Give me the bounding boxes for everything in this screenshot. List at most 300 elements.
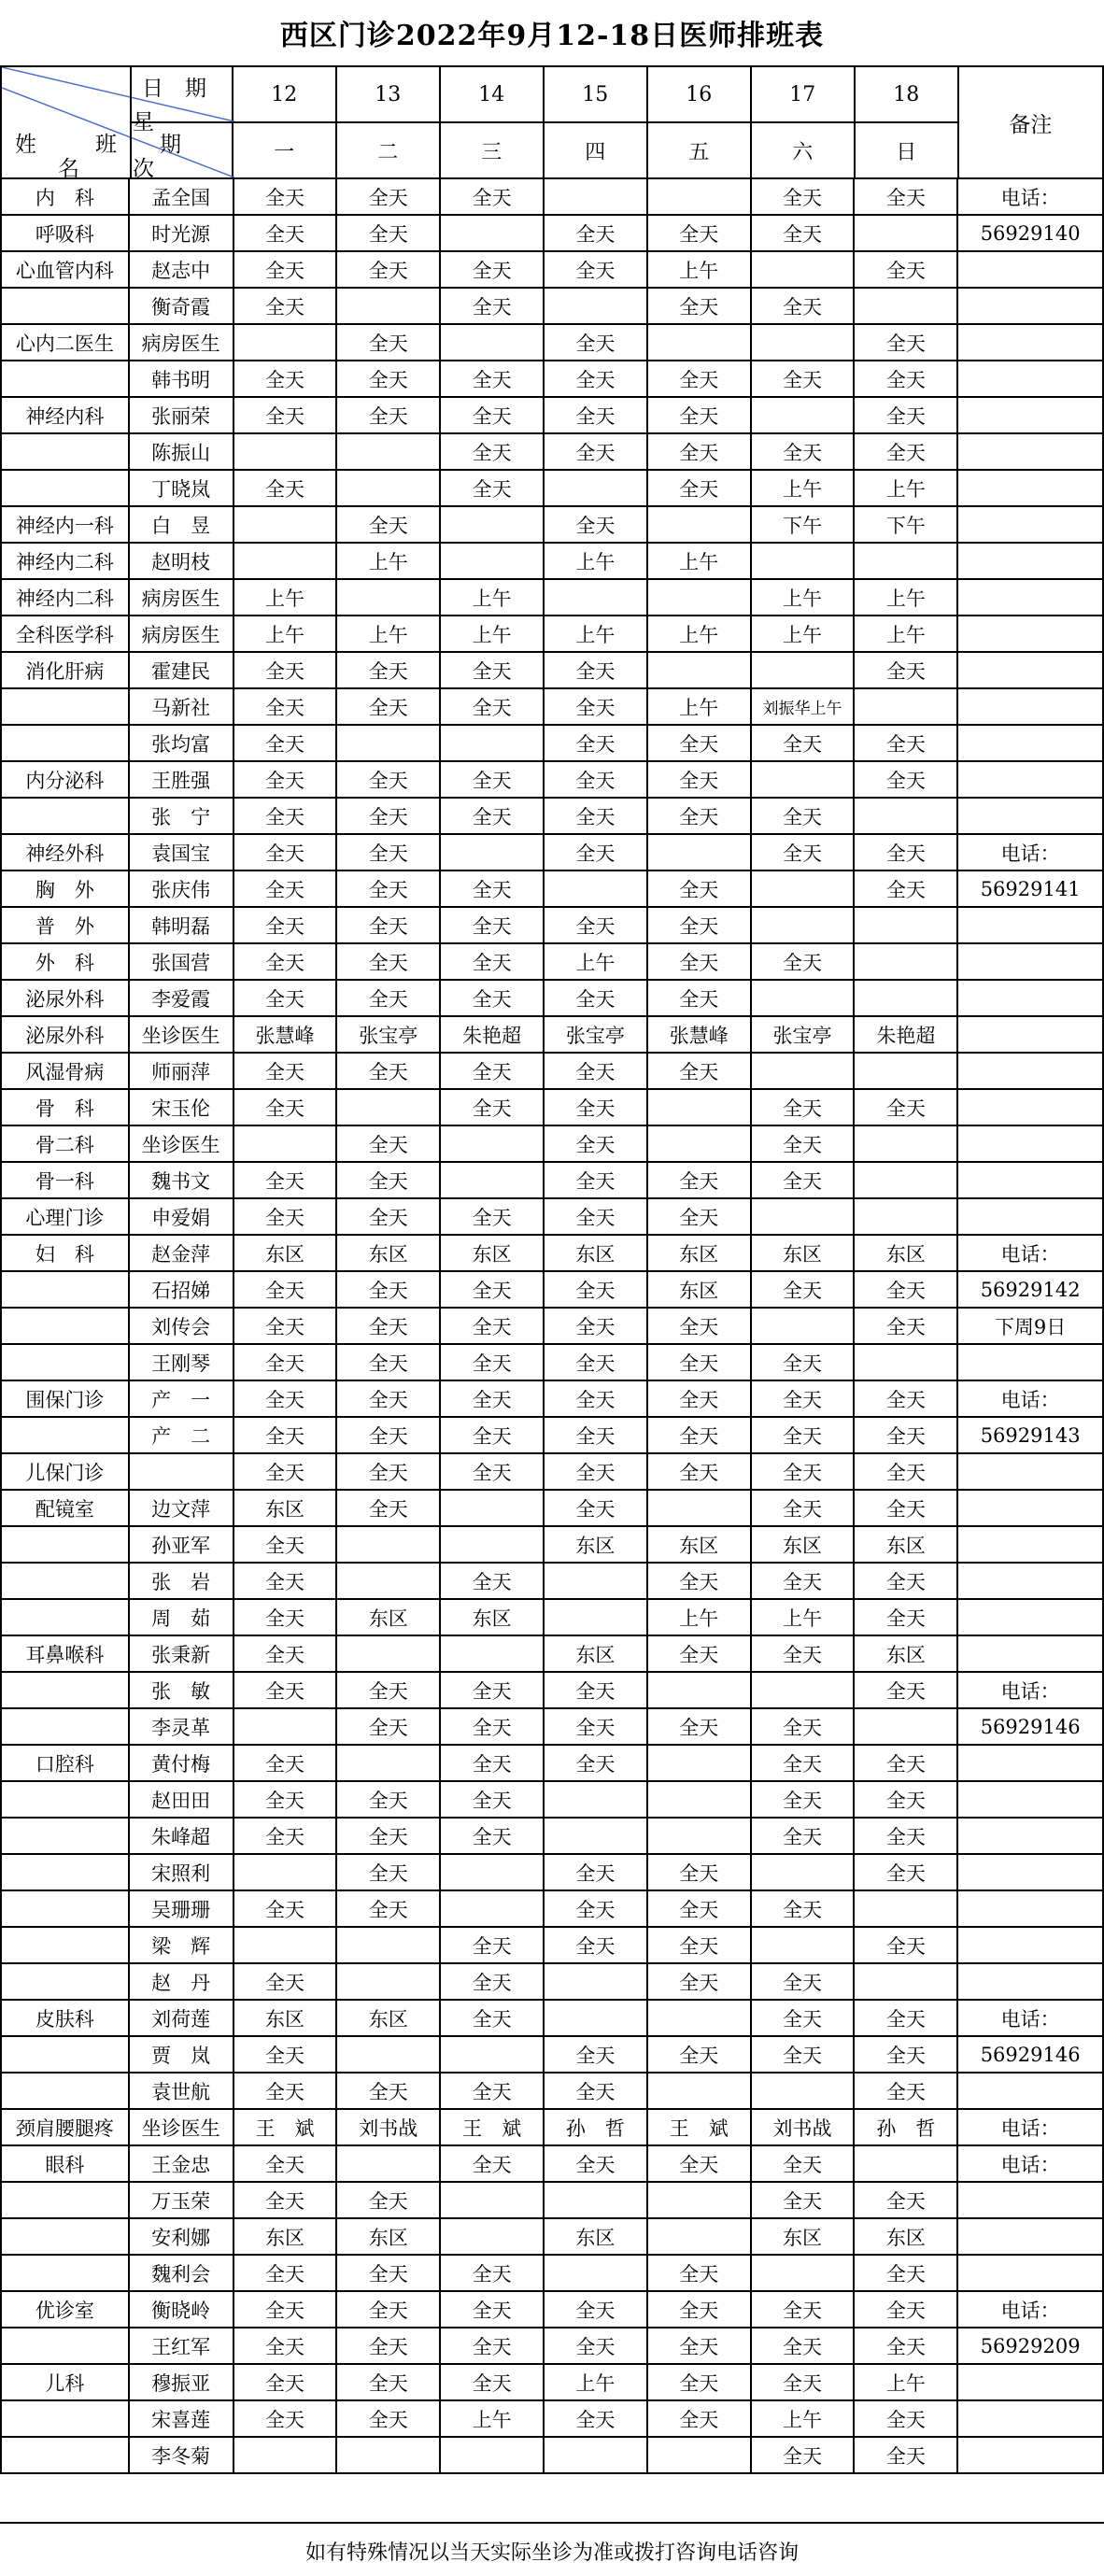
dept-cell: 心内二医生: [2, 325, 130, 361]
shift-cell: 全天: [234, 1746, 338, 1782]
shift-cell: 全天: [545, 216, 648, 252]
shift-cell: 全天: [234, 908, 338, 944]
shift-cell: 全天: [337, 944, 441, 981]
doctor-name-cell: 赵志中: [130, 252, 234, 289]
shift-cell: 上午: [648, 252, 752, 289]
shift-cell: [545, 2183, 648, 2219]
doctor-name-cell: 赵田田: [130, 1782, 234, 1819]
table-row: [2, 2219, 1104, 2256]
shift-cell: 全天: [441, 1054, 545, 1090]
remark-cell: 电话：: [958, 2110, 1104, 2146]
remark-cell: [958, 1491, 1104, 1527]
doctor-name-cell: 坐诊医生: [130, 2110, 234, 2146]
shift-cell: 上午: [648, 544, 752, 580]
weekday-cell: 一: [234, 123, 337, 179]
shift-cell: [648, 2183, 752, 2219]
shift-cell: [545, 871, 648, 908]
dept-cell: [2, 1782, 130, 1819]
shift-cell: 全天: [545, 799, 648, 835]
shift-cell: [545, 1819, 648, 1855]
dept-cell: [2, 434, 130, 471]
shift-cell: 全天: [545, 2401, 648, 2438]
shift-cell: [234, 507, 338, 544]
table-row: [2, 580, 1104, 616]
doctor-name-cell: 李灵革: [130, 1709, 234, 1746]
date-column-16: [648, 67, 752, 179]
shift-cell: [234, 325, 338, 361]
shift-cell: [752, 2256, 856, 2292]
doctor-name-cell: 石招娣: [130, 1272, 234, 1309]
shift-cell: 上午: [545, 944, 648, 981]
shift-cell: 全天: [855, 179, 958, 216]
doctor-name-cell: 衡奇霞: [130, 289, 234, 325]
shift-cell: 全天: [855, 1090, 958, 1126]
shift-cell: 全天: [337, 361, 441, 398]
shift-cell: 全天: [648, 2365, 752, 2401]
shift-cell: 全天: [545, 398, 648, 434]
dept-cell: [2, 1928, 130, 1964]
shift-cell: 全天: [441, 1272, 545, 1309]
shift-cell: 东区: [545, 2219, 648, 2256]
remark-cell: 下周9日: [958, 1309, 1104, 1345]
dept-cell: [2, 289, 130, 325]
shift-cell: 全天: [441, 2328, 545, 2365]
shift-cell: 全天: [441, 434, 545, 471]
date-label: 日 期: [142, 77, 206, 101]
shift-cell: [855, 1199, 958, 1236]
dept-cell: 儿保门诊: [2, 1454, 130, 1491]
shift-cell: [441, 1491, 545, 1527]
remark-cell: [958, 1600, 1104, 1636]
remark-cell: 电话：: [958, 835, 1104, 871]
remark-cell: [958, 616, 1104, 653]
shift-cell: 全天: [752, 799, 856, 835]
doctor-name-cell: 张 敏: [130, 1673, 234, 1709]
shift-cell: 张宝亭: [337, 1017, 441, 1054]
weekday-cell: 三: [441, 123, 545, 179]
shift-cell: 全天: [234, 1090, 338, 1126]
shift-cell: 全天: [855, 1855, 958, 1891]
shift-cell: 全天: [441, 1782, 545, 1819]
shift-cell: 全天: [752, 2037, 856, 2074]
shift-cell: 全天: [441, 1673, 545, 1709]
shift-cell: 全天: [441, 1309, 545, 1345]
shift-cell: [752, 1309, 856, 1345]
shift-cell: [545, 1600, 648, 1636]
shift-cell: 全天: [855, 1564, 958, 1600]
shift-cell: [337, 1564, 441, 1600]
shift-cell: 全天: [441, 1819, 545, 1855]
remark-cell: 电话：: [958, 2001, 1104, 2037]
remark-cell: 电话：: [958, 1381, 1104, 1418]
shift-cell: [337, 580, 441, 616]
table-row: [2, 1746, 1104, 1782]
shift-cell: 上午: [545, 2365, 648, 2401]
shift-cell: 全天: [234, 1054, 338, 1090]
remark-cell: [958, 2438, 1104, 2474]
name-label-2: 名: [58, 157, 79, 181]
shift-cell: 东区: [545, 1527, 648, 1564]
shift-cell: 全天: [648, 1709, 752, 1746]
shift-cell: 上午: [545, 544, 648, 580]
footer-divider: [0, 2522, 1104, 2524]
shift-cell: 全天: [441, 1381, 545, 1418]
shift-cell: [752, 1054, 856, 1090]
table-row: [2, 1855, 1104, 1891]
remark-cell: 电话：: [958, 1236, 1104, 1272]
remark-cell: [958, 689, 1104, 726]
table-row: [2, 2110, 1104, 2146]
shift-cell: 全天: [337, 1163, 441, 1199]
doctor-name-cell: 时光源: [130, 216, 234, 252]
shift-cell: 全天: [855, 2037, 958, 2074]
dept-cell: [2, 2401, 130, 2438]
shift-cell: 全天: [441, 689, 545, 726]
table-row: [2, 799, 1104, 835]
remark-cell: [958, 2183, 1104, 2219]
week-label: 星: [133, 110, 154, 134]
shift-cell: 全天: [234, 1381, 338, 1418]
remark-cell: [958, 325, 1104, 361]
weekday-cell: 四: [545, 123, 648, 179]
shift-cell: [337, 1090, 441, 1126]
doctor-name-cell: 申爱娟: [130, 1199, 234, 1236]
shift-cell: [234, 434, 338, 471]
shift-cell: [337, 1746, 441, 1782]
table-row: [2, 325, 1104, 361]
shift-cell: [545, 2256, 648, 2292]
shift-cell: 全天: [855, 2292, 958, 2328]
shift-cell: 全天: [545, 361, 648, 398]
shift-cell: 全天: [234, 689, 338, 726]
dept-cell: 儿科: [2, 2365, 130, 2401]
shift-cell: [648, 1491, 752, 1527]
shift-cell: 全天: [855, 726, 958, 762]
shift-cell: 王 斌: [234, 2110, 338, 2146]
shift-cell: 全天: [855, 361, 958, 398]
shift-cell: [234, 544, 338, 580]
shift-cell: 全天: [855, 1819, 958, 1855]
shift-cell: 全天: [234, 871, 338, 908]
shift-cell: [337, 2146, 441, 2183]
remark-cell: 56929209: [958, 2328, 1104, 2365]
doctor-name-cell: [130, 1454, 234, 1491]
shift-cell: 全天: [648, 944, 752, 981]
doctor-name-cell: 贾 岚: [130, 2037, 234, 2074]
date-column-15: [545, 67, 648, 179]
shift-cell: 东区: [648, 1236, 752, 1272]
shift-cell: 全天: [337, 2401, 441, 2438]
table-row: [2, 1491, 1104, 1527]
shift-cell: 全天: [545, 1345, 648, 1381]
shift-cell: [752, 981, 856, 1017]
shift-cell: 全天: [648, 1309, 752, 1345]
dept-cell: 内分泌科: [2, 762, 130, 799]
shift-cell: 上午: [648, 616, 752, 653]
shift-cell: 全天: [234, 1600, 338, 1636]
shift-cell: [441, 835, 545, 871]
shift-cell: 全天: [234, 2256, 338, 2292]
shift-cell: 全天: [648, 361, 752, 398]
doctor-name-cell: 张庆伟: [130, 871, 234, 908]
remark-cell: 56929146: [958, 1709, 1104, 1746]
shift-cell: 上午: [441, 616, 545, 653]
shift-cell: [337, 2438, 441, 2474]
shift-cell: [441, 544, 545, 580]
shift-cell: 东区: [441, 1600, 545, 1636]
doctor-name-cell: 赵金萍: [130, 1236, 234, 1272]
shift-cell: 全天: [752, 944, 856, 981]
dept-cell: [2, 1709, 130, 1746]
dept-cell: 消化肝病: [2, 653, 130, 689]
remark-cell: 电话：: [958, 1673, 1104, 1709]
shift-cell: 全天: [337, 689, 441, 726]
shift-cell: 全天: [234, 2328, 338, 2365]
shift-cell: [441, 507, 545, 544]
table-row: [2, 2292, 1104, 2328]
shift-cell: 全天: [234, 653, 338, 689]
date-cell: 13: [337, 67, 441, 123]
date-cell: 14: [441, 67, 545, 123]
shift-cell: 上午: [752, 580, 856, 616]
remark-cell: [958, 1454, 1104, 1491]
shift-cell: [441, 2037, 545, 2074]
shift-cell: 全天: [441, 908, 545, 944]
table-row: [2, 1054, 1104, 1090]
doctor-name-cell: 袁国宝: [130, 835, 234, 871]
shift-cell: 全天: [441, 2074, 545, 2110]
remark-cell: [958, 2256, 1104, 2292]
shift-cell: 东区: [648, 1272, 752, 1309]
shift-cell: 全天: [648, 2328, 752, 2365]
shift-cell: 全天: [441, 361, 545, 398]
shift-cell: [441, 1855, 545, 1891]
shift-cell: 全天: [337, 507, 441, 544]
table-row: [2, 1819, 1104, 1855]
shift-cell: [752, 871, 856, 908]
table-header: [2, 67, 1104, 179]
shift-cell: 全天: [855, 1454, 958, 1491]
shift-cell: 全天: [441, 179, 545, 216]
shift-cell: 全天: [337, 1418, 441, 1454]
dept-cell: 全科医学科: [2, 616, 130, 653]
remark-cell: 56929141: [958, 871, 1104, 908]
remark-cell: [958, 1782, 1104, 1819]
shift-cell: 全天: [752, 1491, 856, 1527]
shift-cell: [648, 179, 752, 216]
shift-cell: 全天: [545, 2037, 648, 2074]
remark-cell: [958, 434, 1104, 471]
dept-cell: [2, 1600, 130, 1636]
doctor-name-cell: 王金忠: [130, 2146, 234, 2183]
shift-cell: 东区: [337, 1236, 441, 1272]
shift-cell: 全天: [752, 2146, 856, 2183]
shift-cell: 东区: [855, 1527, 958, 1564]
shift-cell: 全天: [545, 2074, 648, 2110]
remark-cell: [958, 398, 1104, 434]
shift-cell: 刘书战: [337, 2110, 441, 2146]
remark-cell: [958, 762, 1104, 799]
dept-cell: [2, 2037, 130, 2074]
shift-cell: 全天: [337, 216, 441, 252]
doctor-name-cell: 衡晓岭: [130, 2292, 234, 2328]
dept-cell: 泌尿外科: [2, 1017, 130, 1054]
doctor-name-cell: 边文萍: [130, 1491, 234, 1527]
shift-cell: 全天: [337, 871, 441, 908]
date-column-14: [441, 67, 545, 179]
remark-cell: [958, 726, 1104, 762]
dept-cell: [2, 1891, 130, 1928]
remark-cell: [958, 289, 1104, 325]
doctor-name-cell: 梁 辉: [130, 1928, 234, 1964]
shift-cell: 全天: [855, 1600, 958, 1636]
remark-cell: 电话：: [958, 2146, 1104, 2183]
shift-cell: 上午: [855, 2365, 958, 2401]
shift-cell: 全天: [337, 1855, 441, 1891]
dept-cell: 神经内二科: [2, 544, 130, 580]
shift-cell: 上午: [441, 580, 545, 616]
shift-cell: [441, 1891, 545, 1928]
shift-cell: 全天: [545, 1928, 648, 1964]
doctor-name-cell: 李爱霞: [130, 981, 234, 1017]
dept-cell: 神经外科: [2, 835, 130, 871]
shift-cell: [337, 1636, 441, 1673]
shift-cell: 全天: [752, 2183, 856, 2219]
shift-cell: 全天: [337, 325, 441, 361]
dept-cell: 神经内一科: [2, 507, 130, 544]
shift-cell: 全天: [234, 1309, 338, 1345]
shift-cell: 上午: [752, 616, 856, 653]
dept-cell: [2, 726, 130, 762]
shift-cell: 全天: [234, 2074, 338, 2110]
shift-cell: [648, 2219, 752, 2256]
shift-cell: 全天: [441, 653, 545, 689]
shift-cell: 全天: [234, 1527, 338, 1564]
shift-cell: 全天: [752, 2438, 856, 2474]
shift-cell: 全天: [337, 2074, 441, 2110]
shift-cell: 全天: [545, 1381, 648, 1418]
shift-cell: 上午: [855, 616, 958, 653]
dept-cell: [2, 471, 130, 507]
doctor-name-cell: 张 岩: [130, 1564, 234, 1600]
remark-cell: [958, 471, 1104, 507]
shift-cell: [337, 471, 441, 507]
doctor-name-cell: 万玉荣: [130, 2183, 234, 2219]
shift-cell: 全天: [648, 434, 752, 471]
shift-cell: 全天: [337, 1891, 441, 1928]
shift-cell: 全天: [855, 2438, 958, 2474]
doctor-name-cell: 魏利会: [130, 2256, 234, 2292]
dept-cell: [2, 1855, 130, 1891]
table-row: [2, 2401, 1104, 2438]
shift-cell: [441, 1636, 545, 1673]
shift-cell: 全天: [545, 762, 648, 799]
shift-cell: 全天: [648, 2292, 752, 2328]
remark-cell: [958, 1819, 1104, 1855]
shift-cell: 全天: [545, 1126, 648, 1163]
table-row: [2, 2365, 1104, 2401]
shift-cell: 全天: [648, 471, 752, 507]
shift-cell: 全天: [855, 871, 958, 908]
remark-cell: [958, 1090, 1104, 1126]
shift-cell: 全天: [337, 835, 441, 871]
shift-cell: [648, 1746, 752, 1782]
table-row: [2, 2001, 1104, 2037]
shift-cell: [337, 434, 441, 471]
shift-cell: 全天: [337, 762, 441, 799]
shift-cell: [441, 216, 545, 252]
table-row: [2, 471, 1104, 507]
shift-cell: 全天: [337, 1709, 441, 1746]
shift-cell: [441, 726, 545, 762]
shift-cell: 全天: [234, 835, 338, 871]
doctor-name-cell: 孟全国: [130, 179, 234, 216]
shift-cell: 全天: [234, 726, 338, 762]
shift-cell: 全天: [545, 1163, 648, 1199]
table-row: [2, 1381, 1104, 1418]
table-row: [2, 2438, 1104, 2474]
dept-cell: [2, 1964, 130, 2001]
remark-cell: [958, 1054, 1104, 1090]
shift-cell: 上午: [855, 580, 958, 616]
doctor-name-cell: 赵 丹: [130, 1964, 234, 2001]
shift-cell: 上午: [855, 471, 958, 507]
shift-cell: 全天: [855, 2256, 958, 2292]
shift-cell: 全天: [545, 2292, 648, 2328]
shift-cell: [648, 835, 752, 871]
dept-cell: 骨一科: [2, 1163, 130, 1199]
dept-cell: [2, 361, 130, 398]
weekday-cell: 二: [337, 123, 441, 179]
remark-cell: [958, 580, 1104, 616]
shift-cell: [855, 1054, 958, 1090]
shift-cell: [855, 799, 958, 835]
date-cell: 15: [545, 67, 648, 123]
shift-cell: 全天: [545, 1272, 648, 1309]
doctor-name-cell: 病房医生: [130, 616, 234, 653]
shift-cell: 东区: [234, 2001, 338, 2037]
shift-cell: [855, 944, 958, 981]
shift-cell: 全天: [441, 1418, 545, 1454]
doctor-name-cell: 白 昱: [130, 507, 234, 544]
remark-cell: [958, 1964, 1104, 2001]
table-row: [2, 289, 1104, 325]
shift-cell: 全天: [545, 1090, 648, 1126]
remark-cell: [958, 1746, 1104, 1782]
shift-cell: 全天: [337, 2292, 441, 2328]
remark-cell: [958, 1928, 1104, 1964]
name-label: 姓: [15, 133, 36, 157]
shift-cell: 全天: [752, 1163, 856, 1199]
table-row: [2, 1636, 1104, 1673]
shift-cell: 全天: [545, 2328, 648, 2365]
shift-cell: 全天: [752, 434, 856, 471]
shift-cell: 上午: [337, 616, 441, 653]
shift-cell: [752, 398, 856, 434]
doctor-name-cell: 宋喜莲: [130, 2401, 234, 2438]
shift-cell: 全天: [545, 2146, 648, 2183]
shift-cell: 上午: [752, 1600, 856, 1636]
shift-cell: 全天: [752, 1782, 856, 1819]
shift-cell: 全天: [234, 2037, 338, 2074]
remark-cell: [958, 1527, 1104, 1564]
shift-cell: 孙 哲: [855, 2110, 958, 2146]
shift-cell: [441, 2183, 545, 2219]
shift-cell: 全天: [337, 1491, 441, 1527]
shift-cell: 全天: [337, 799, 441, 835]
shift-cell: 全天: [752, 835, 856, 871]
shift-cell: 全天: [855, 1673, 958, 1709]
